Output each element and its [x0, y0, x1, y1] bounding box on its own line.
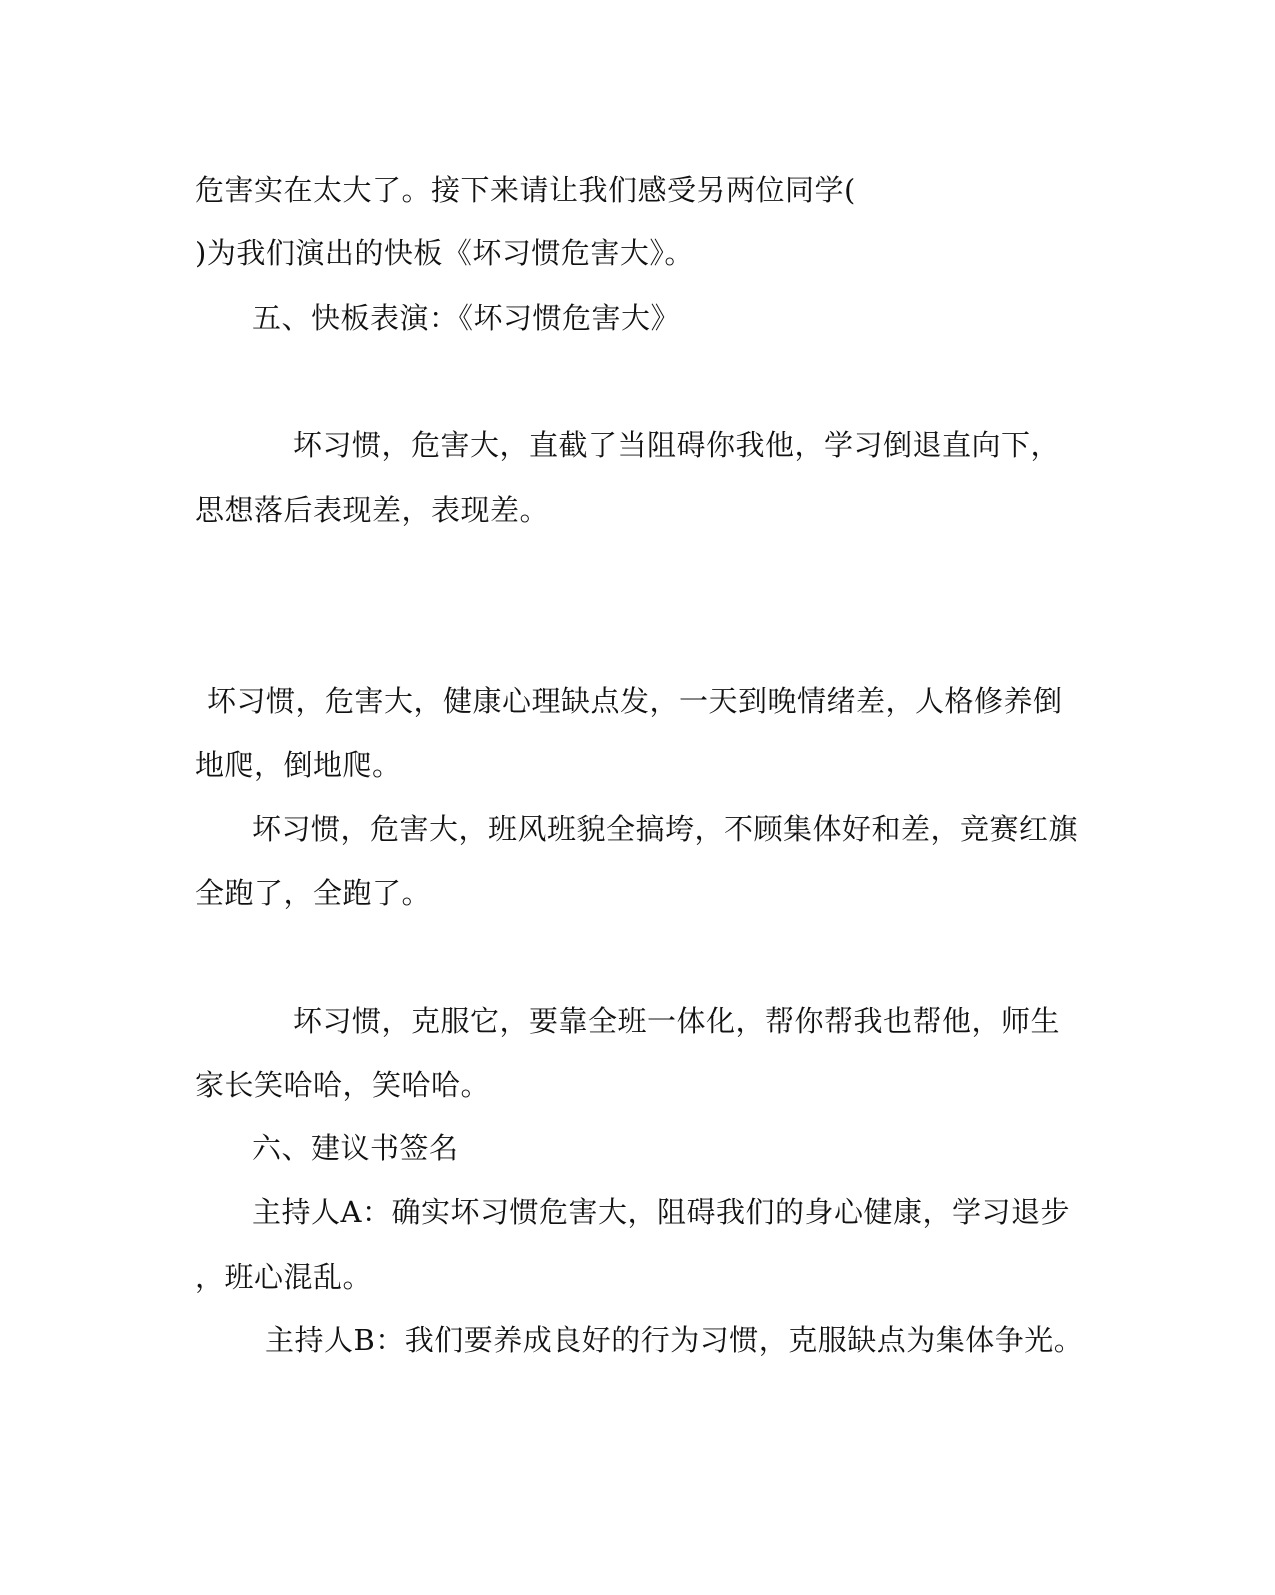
clapper-verse-3-line-1: 坏习惯，危害大，班风班貌全搞垮，不顾集体好和差，竞赛红旗 — [252, 812, 1079, 846]
text-line-2: )为我们演出的快板《坏习惯危害大》。 — [195, 236, 694, 270]
clapper-verse-2-line-1: 坏习惯，危害大，健康心理缺点发，一天到晚情绪差，人格修养倒 — [207, 684, 1063, 718]
clapper-verse-1-line-1: 坏习惯，危害大，直截了当阻碍你我他，学习倒退直向下， — [293, 428, 1061, 462]
clapper-verse-2-line-2: 地爬，倒地爬。 — [195, 748, 402, 782]
section-heading-5: 五、快板表演：《坏习惯危害大》 — [252, 301, 681, 335]
host-b-line: 主持人B：我们要养成良好的行为习惯，克服缺点为集体争光。 — [265, 1323, 1084, 1357]
clapper-verse-4-line-2: 家长笑哈哈，笑哈哈。 — [195, 1068, 491, 1102]
clapper-verse-1-line-2: 思想落后表现差，表现差。 — [195, 493, 550, 527]
clapper-verse-3-line-2: 全跑了，全跑了。 — [195, 876, 432, 910]
text-line-1: 危害实在太大了。接下来请让我们感受另两位同学( — [195, 173, 856, 207]
host-a-line-1: 主持人A：确实坏习惯危害大，阻碍我们的身心健康，学习退步 — [252, 1195, 1070, 1229]
section-heading-6: 六、建议书签名 — [252, 1131, 459, 1165]
clapper-verse-4-line-1: 坏习惯，克服它，要靠全班一体化，帮你帮我也帮他，师生 — [293, 1004, 1061, 1038]
host-a-line-2: ，班心混乱。 — [195, 1260, 373, 1294]
